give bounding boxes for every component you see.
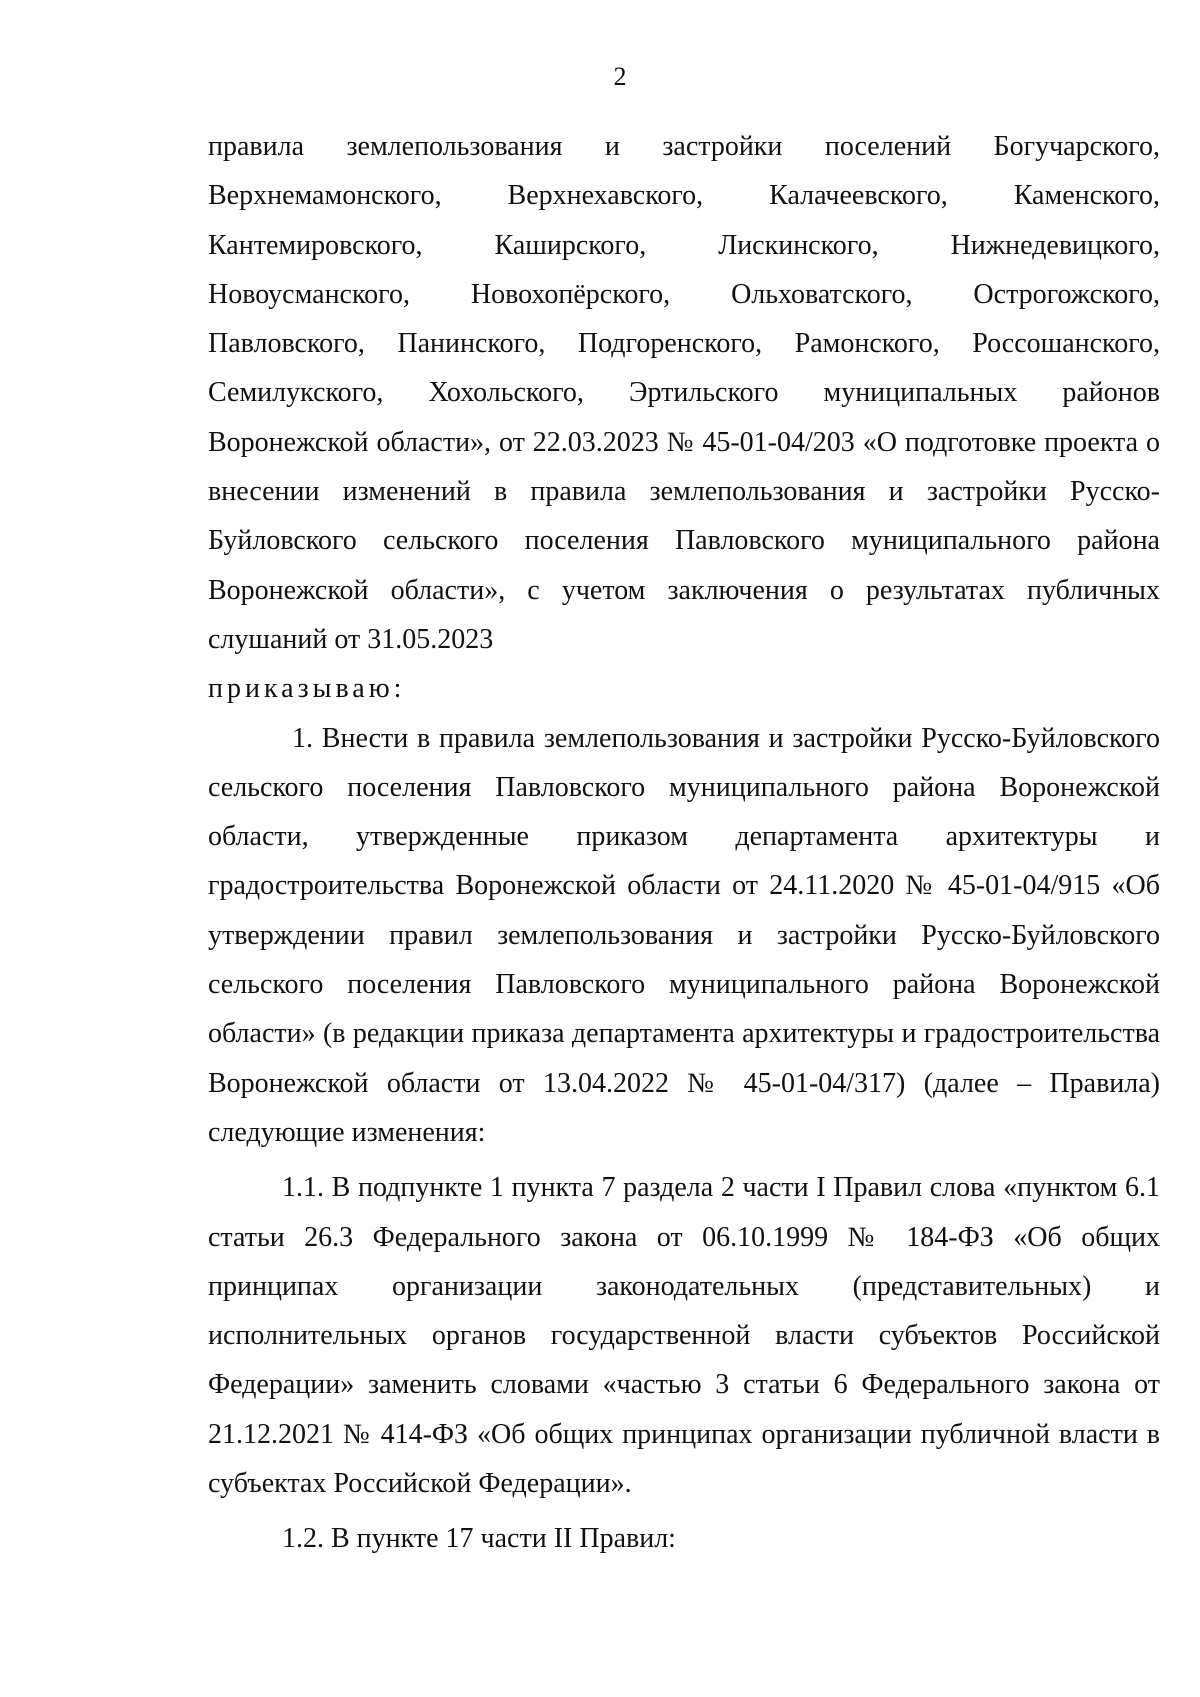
item-1-1-paragraph: 1.1. В подпункте 1 пункта 7 раздела 2 части I Правил слова «пунктом 6.1 статьи 26.3 Федерального закона от 06.10.1999 № 184-ФЗ «Об общих принципах организации законодательных (представительных) и исполнительных органов государственной власти субъектов Российской Федерации» заменить словами «частью 3 статьи 6 Федерального закона от 21.12.2021 № 414-ФЗ «Об общих принципах организации публичной власти в субъектах Российской Федерации». [208,1172,1160,1500]
order-word: приказываю: [208,673,406,705]
document-body [208,122,1160,1564]
item-1-2-paragraph: 1.2. В пункте 17 части II Правил: [282,1523,676,1555]
page-number: 2 [613,62,627,91]
intro-paragraph: правила землепользования и застройки поселений Богучарского, Верхнемамонского, Верхнехавского, Калачеевского, Каменского, Кантемировского, Каширского, Лискинского, Нижнедевицкого, Новоусманского, Новохопёрского, Ольховатского, Острогожского, Павловского, Панинского, Подгоренского, Рамонского, Россошанского, Семилукского, Хохольского, Эртильского муниципальных районов Воронежской области», от 22.03.2023 № 45-01-04/203 «О подготовке проекта о внесении изменений в правила землепользования и застройки Русско-Буйловского сельского поселения Павловского муниципального района Воронежской области», с учетом заключения о результатах публичных слушаний от 31.05.2023 [208,131,1160,655]
item-1-paragraph: 1. Внести в правила землепользования и застройки Русско-Буйловского сельского поселения Павловского муниципального района Воронежской области, утвержденные приказом департамента архитектуры и градостроительства Воронежской области от 24.11.2020 № 45-01-04/915 «Об утверждении правил землепользования и застройки Русско-Буйловского сельского поселения Павловского муниципального района Воронежской области» (в редакции приказа департамента архитектуры и градостроительства Воронежской области от 13.04.2022 № 45-01-04/317) (далее – Правила) следующие изменения: [208,722,1160,1148]
